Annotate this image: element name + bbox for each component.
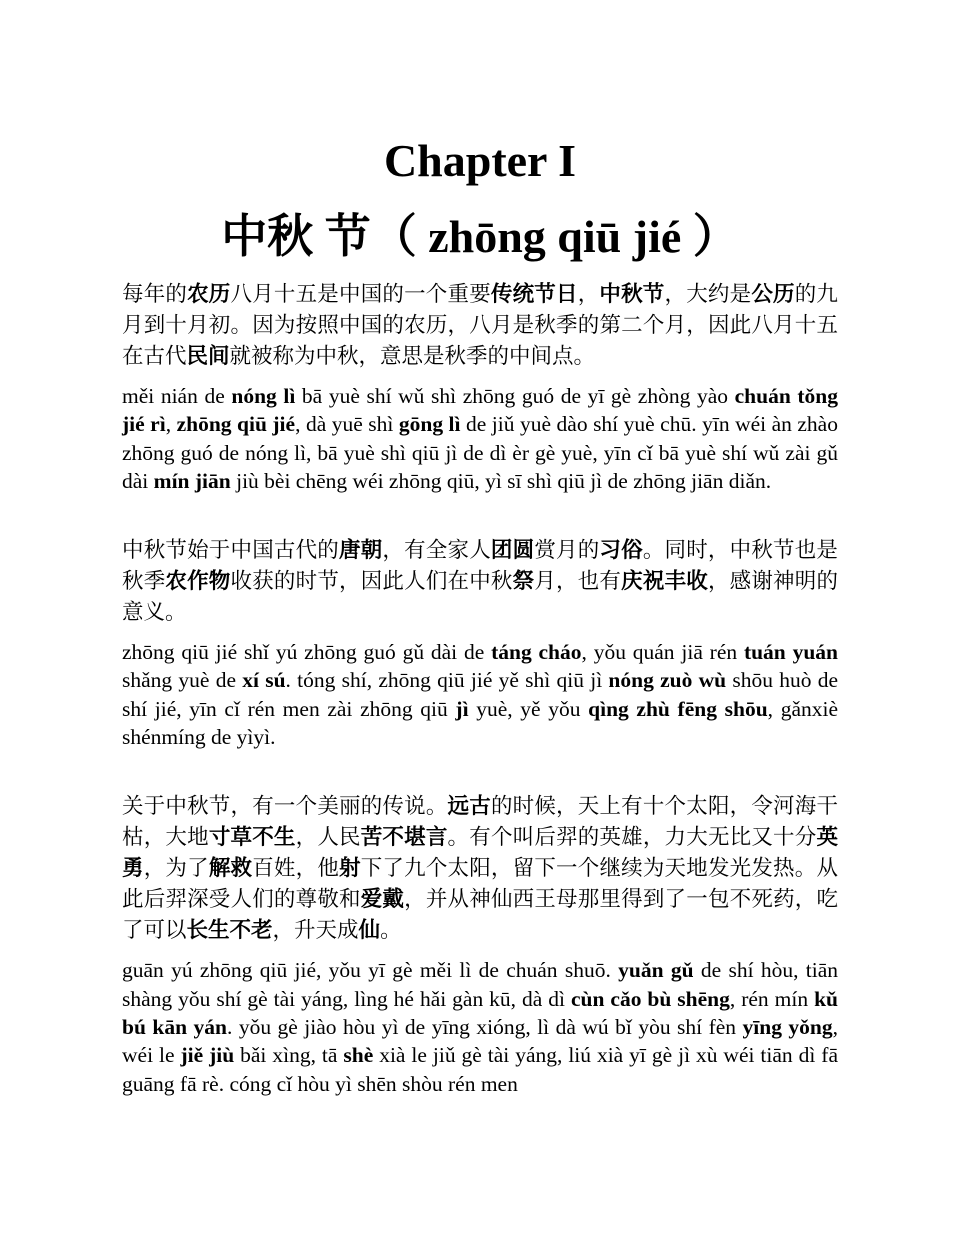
document-body bbox=[122, 279, 838, 1098]
bold-term: mín jiān bbox=[153, 468, 231, 493]
text-segment: 每年的 bbox=[122, 282, 188, 307]
text-segment: bǎi xìng, tā bbox=[234, 1043, 344, 1068]
bold-term: 农作物 bbox=[165, 569, 231, 595]
bold-term: 中秋节 bbox=[599, 282, 665, 307]
text-segment: , bbox=[165, 412, 177, 437]
chapter-title: Chapter I bbox=[383, 135, 577, 186]
bold-term: 公历 bbox=[751, 282, 795, 307]
bold-term: 寸草不生 bbox=[208, 825, 296, 851]
pinyin-paragraph bbox=[122, 382, 838, 495]
text-segment: zhōng qiū jié shǐ yú zhōng guó gǔ dài de bbox=[122, 640, 492, 665]
bold-term: jiě jiù bbox=[180, 1043, 235, 1068]
text-segment: guān yú zhōng qiū jié, yǒu yī gè měi lì de chuán shuō. bbox=[122, 958, 619, 983]
bold-term: zhōng qiū jié bbox=[176, 412, 296, 437]
bold-term: 习俗 bbox=[599, 538, 643, 564]
chinese-paragraph bbox=[122, 279, 838, 372]
text-segment: yuè, yě yǒu bbox=[468, 696, 589, 721]
text-segment: ，为了 bbox=[143, 856, 209, 882]
text-segment: 。有个叫后羿的英雄，力大无比又十分 bbox=[447, 825, 817, 851]
bold-term: yīng yǒng bbox=[742, 1014, 833, 1039]
text-segment: 就被称为中秋，意思是秋季的中间点。 bbox=[229, 344, 596, 369]
bold-term: qìng zhù fēng shōu bbox=[588, 696, 768, 721]
text-segment: . tóng shí, zhōng qiū jié yě shì qiū jì bbox=[285, 668, 609, 693]
bold-term: tuán yuán bbox=[743, 640, 838, 665]
text-segment: de shí hòu, tiān shàng yǒu shí gè tài yáng, lìng hé hǎi gàn kū, dà dì bbox=[122, 958, 839, 1011]
text-segment: ，感谢神明的意义。 bbox=[122, 569, 838, 626]
pinyin-paragraph bbox=[122, 638, 838, 751]
bold-term: 庆祝丰收 bbox=[621, 569, 708, 595]
bold-term: 传统节日 bbox=[490, 282, 578, 307]
text-segment: 中秋节始于中国古代的 bbox=[122, 538, 339, 564]
bold-term: 远古 bbox=[447, 794, 491, 820]
text-segment: ，有全家人 bbox=[382, 538, 491, 564]
text-segment: 赏月的 bbox=[534, 538, 600, 564]
text-segment: , gǎnxiè shénmíng de yìyì. bbox=[122, 696, 838, 750]
bold-term: táng cháo bbox=[491, 640, 582, 665]
bold-term: kǔ bú kān yán bbox=[122, 986, 838, 1039]
bold-term: 解救 bbox=[208, 856, 253, 882]
chapter-subtitle: 中秋 节（ zhōng qiū jié ） bbox=[221, 211, 739, 262]
text-segment: ，并从神仙西王母那里得到了一包不死药，吃了可以 bbox=[122, 887, 838, 944]
text-segment: jiù bèi chēng wéi zhōng qiū, yì sī shì qiū jì de zhōng jiān diǎn. bbox=[230, 468, 772, 493]
text-segment: , rén mín bbox=[729, 986, 815, 1011]
text-segment: 的九月到十月初。因为按照中国的农历，八月是秋季的第二个月，因此八月十五在古代 bbox=[122, 282, 838, 369]
bold-term: chuán tǒng jié rì bbox=[122, 384, 838, 437]
bold-term: cùn cǎo bù shēng bbox=[570, 986, 730, 1011]
text-segment: 的时候，天上有十个太阳，令河海干枯，大地 bbox=[122, 794, 838, 851]
bold-term: 爱戴 bbox=[360, 887, 405, 913]
bold-term: gōng lì bbox=[398, 412, 461, 437]
text-segment: de jiǔ yuè dào shí yuè chū. yīn wéi àn zhào zhōng guó de nóng lì, bā yuè shì qiū jì de dì èr gè yuè, yīn cǐ bā yuè shí wǔ zài gǔ dài bbox=[122, 412, 838, 493]
text-segment: 百姓，他 bbox=[252, 856, 340, 882]
chinese-paragraph bbox=[122, 535, 838, 628]
text-segment: bā yuè shí wǔ shì zhōng guó de yī gè zhòng yào bbox=[295, 384, 735, 408]
text-segment: shōu huò de shí jié, yīn cǐ rén men zài zhōng qiū bbox=[122, 668, 838, 721]
text-segment: xià le jiǔ gè tài yáng, liú xià yī gè jì xù wéi tiān dì fā guāng fā rè. cóng cǐ hòu yì shēn shòu rén men bbox=[122, 1043, 838, 1096]
text-segment: , yǒu quán jiā rén bbox=[581, 640, 744, 665]
text-segment: 。同时，中秋节也是秋季 bbox=[122, 538, 838, 595]
bold-term: 团圆 bbox=[490, 538, 535, 564]
bold-term: 农历 bbox=[187, 282, 231, 307]
text-segment: ， bbox=[577, 282, 600, 307]
text-segment: . yǒu gè jiào hòu yì de yīng xióng, lì dà wú bǐ yòu shí fèn bbox=[226, 1014, 743, 1039]
chinese-paragraph bbox=[122, 791, 838, 946]
bold-term: 民间 bbox=[186, 344, 230, 369]
text-segment: ，升天成 bbox=[272, 918, 359, 944]
text-segment: 。 bbox=[380, 918, 402, 944]
bold-term: 仙 bbox=[358, 918, 381, 944]
bold-term: yuǎn gǔ bbox=[618, 958, 694, 983]
bold-term: 射 bbox=[339, 856, 361, 882]
bold-term: nóng zuò wù bbox=[608, 668, 727, 693]
text-segment: 关于中秋节，有一个美丽的传说。 bbox=[122, 794, 448, 820]
bold-term: 长生不老 bbox=[186, 918, 273, 944]
bold-term: 祭 bbox=[512, 569, 535, 595]
text-segment: ，大约是 bbox=[664, 282, 752, 307]
text-segment: , dà yuē shì bbox=[295, 412, 399, 437]
bold-term: 英勇 bbox=[122, 825, 838, 882]
bold-term: nóng lì bbox=[231, 384, 296, 408]
text-segment: shǎng yuè de bbox=[122, 668, 243, 693]
bold-term: 唐朝 bbox=[339, 538, 383, 564]
text-segment: 下了九个太阳，留下一个继续为天地发光发热。从此后羿深受人们的尊敬和 bbox=[122, 856, 838, 913]
text-segment: ，人民 bbox=[295, 825, 361, 851]
text-segment: měi nián de bbox=[122, 384, 232, 408]
text-segment: 收获的时节，因此人们在中秋 bbox=[230, 569, 513, 595]
bold-term: shè bbox=[343, 1043, 374, 1068]
text-segment: 月，也有 bbox=[534, 569, 622, 595]
bold-term: jì bbox=[455, 696, 469, 721]
bold-term: xí sú bbox=[242, 668, 286, 693]
text-segment: 八月十五是中国的一个重要 bbox=[230, 282, 491, 307]
text-segment: , wéi le bbox=[122, 1014, 838, 1068]
bold-term: 苦不堪言 bbox=[360, 825, 448, 851]
pinyin-paragraph bbox=[122, 956, 838, 1097]
